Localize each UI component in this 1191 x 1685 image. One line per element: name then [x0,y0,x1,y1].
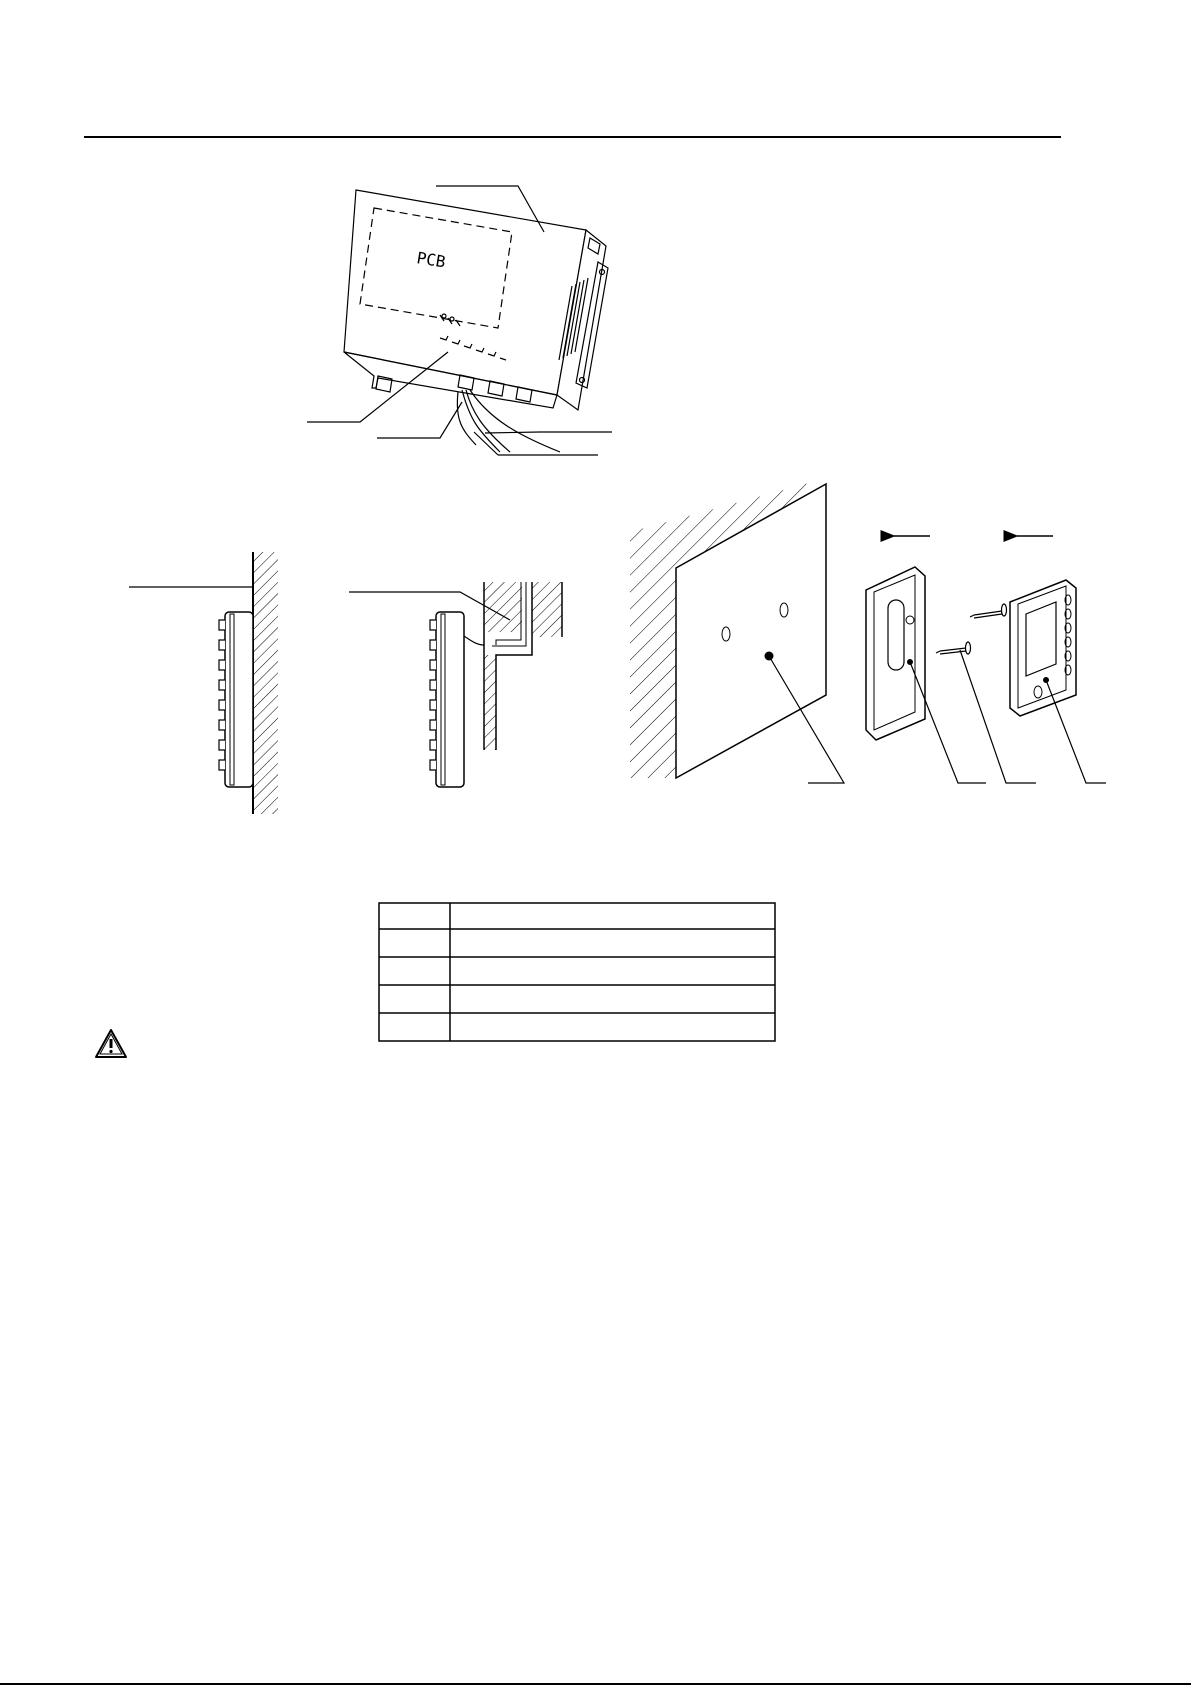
controller-box-drawing [344,190,608,452]
recessed-mount-side-view [349,582,562,787]
surface-mount-side-view [129,552,278,814]
parts-table [379,903,775,1041]
warning-icon [96,1030,126,1057]
exploded-mounting-view [630,480,1106,783]
pcb-label: PCB [415,248,447,272]
